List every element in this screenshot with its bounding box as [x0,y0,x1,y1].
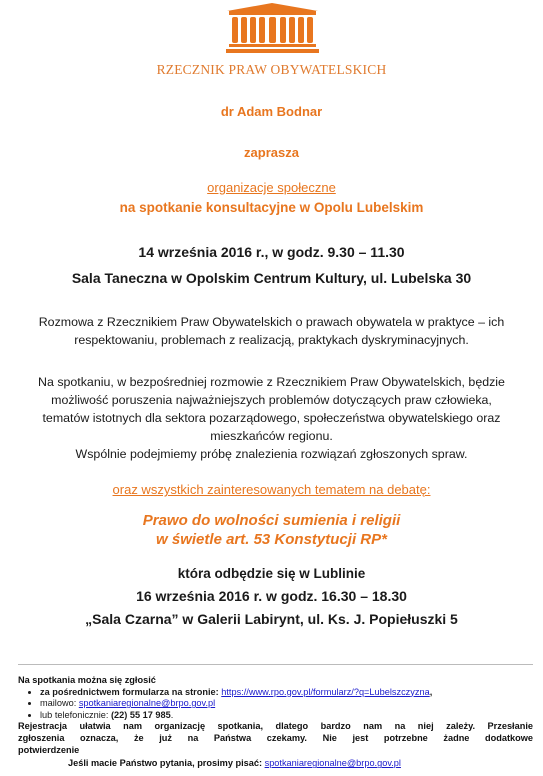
questions-line [18,758,533,770]
text-line: Wspólnie podejmiemy próbę znalezienia rozwiązań zgłoszonych spraw. [75,447,468,461]
building-columns-logo-icon [225,2,320,54]
list-item-email [40,698,533,710]
debate-place: „Sala Czarna” w Galerii Labirynt, ul. Ks. J. Popiełuszki 5 [85,611,458,627]
form-label: za pośrednictwem formularza na stronie: [40,686,222,697]
registration-methods-list [18,687,533,722]
list-item-form [40,687,533,699]
text-line: respektowaniu, problemach z realizacją, praktykach dyskryminacyjnych. [74,333,469,347]
registration-footer [18,664,533,770]
phone-label: lub telefonicznie: [40,709,111,720]
registration-note [18,721,533,756]
text-line: mieszkańców regionu. [210,429,333,443]
text-line: zgłoszenia oznacza, że już na Państwa czekamy. Nie jest potrzebne żadne dodatkowe [18,732,533,743]
header-logo [0,0,543,82]
logo-text: RZECZNIK PRAW OBYWATELSKICH [156,62,387,77]
meeting1-place: Sala Taneczna w Opolskim Centrum Kultury, ul. Lubelska 30 [71,270,472,286]
email-label: mailowo: [40,698,79,709]
questions-email-link[interactable]: spotkaniaregionalne@brpo.gov.pl [264,758,401,769]
host-name: dr Adam Bodnar [220,104,323,119]
event-title: na spotkanie konsultacyjne w Opolu Lubelskim [119,200,424,215]
debate-title-line-2: w świetle art. 53 Konstytucji RP* [156,531,387,548]
form-url-link[interactable]: https://www.rpo.gov.pl/formularz/?q=Lubelszczyzna [221,686,430,697]
text-line: Rozmowa z Rzecznikiem Praw Obywatelskich o prawach obywatela w praktyce – ich [38,315,505,329]
text-line: tematów istotnych dla sektora pozarządowego, społeczeństwa obywatelskiego oraz [42,411,501,425]
text-line: Na spotkaniu, w bezpośredniej rozmowie z Rzecznikiem Praw Obywatelskich, będzie [38,375,505,389]
description-paragraph-2 [0,373,543,463]
meeting1-datetime: 14 września 2016 r., w godz. 9.30 – 11.30 [138,244,405,260]
questions-label: Jeśli macie Państwo pytania, prosimy pisać: [68,758,265,769]
phone-number: (22) 55 17 985 [111,709,171,720]
text-line: potwierdzenie [18,744,80,755]
list-item-phone [40,710,533,722]
description-paragraph-1 [0,313,543,349]
debate-title-line-1: Prawo do wolności sumienia i religii [142,512,401,529]
debate-invite-link[interactable]: oraz wszystkich zainteresowanych tematem na debatę: [112,482,431,497]
punctuation: , [429,686,433,697]
footer-heading: Na spotkania można się zgłosić [18,675,156,685]
debate-location-intro: która odbędzie się w Lublinie [177,566,366,581]
text-line: możliwość poruszenia najważniejszych problemów dotyczących praw człowieka, [51,393,492,407]
text-line: Rejestracja ułatwia nam organizację spotkania, dlatego bardzo nam na niej zależy. Przesłanie [18,721,533,732]
invite-verb: zaprasza [244,145,299,160]
audience-link[interactable]: organizacje społeczne [207,180,336,195]
email-link[interactable]: spotkaniaregionalne@brpo.gov.pl [78,698,216,709]
debate-datetime: 16 września 2016 r. w godz. 16.30 – 18.30 [136,588,407,604]
punctuation: . [170,709,174,720]
